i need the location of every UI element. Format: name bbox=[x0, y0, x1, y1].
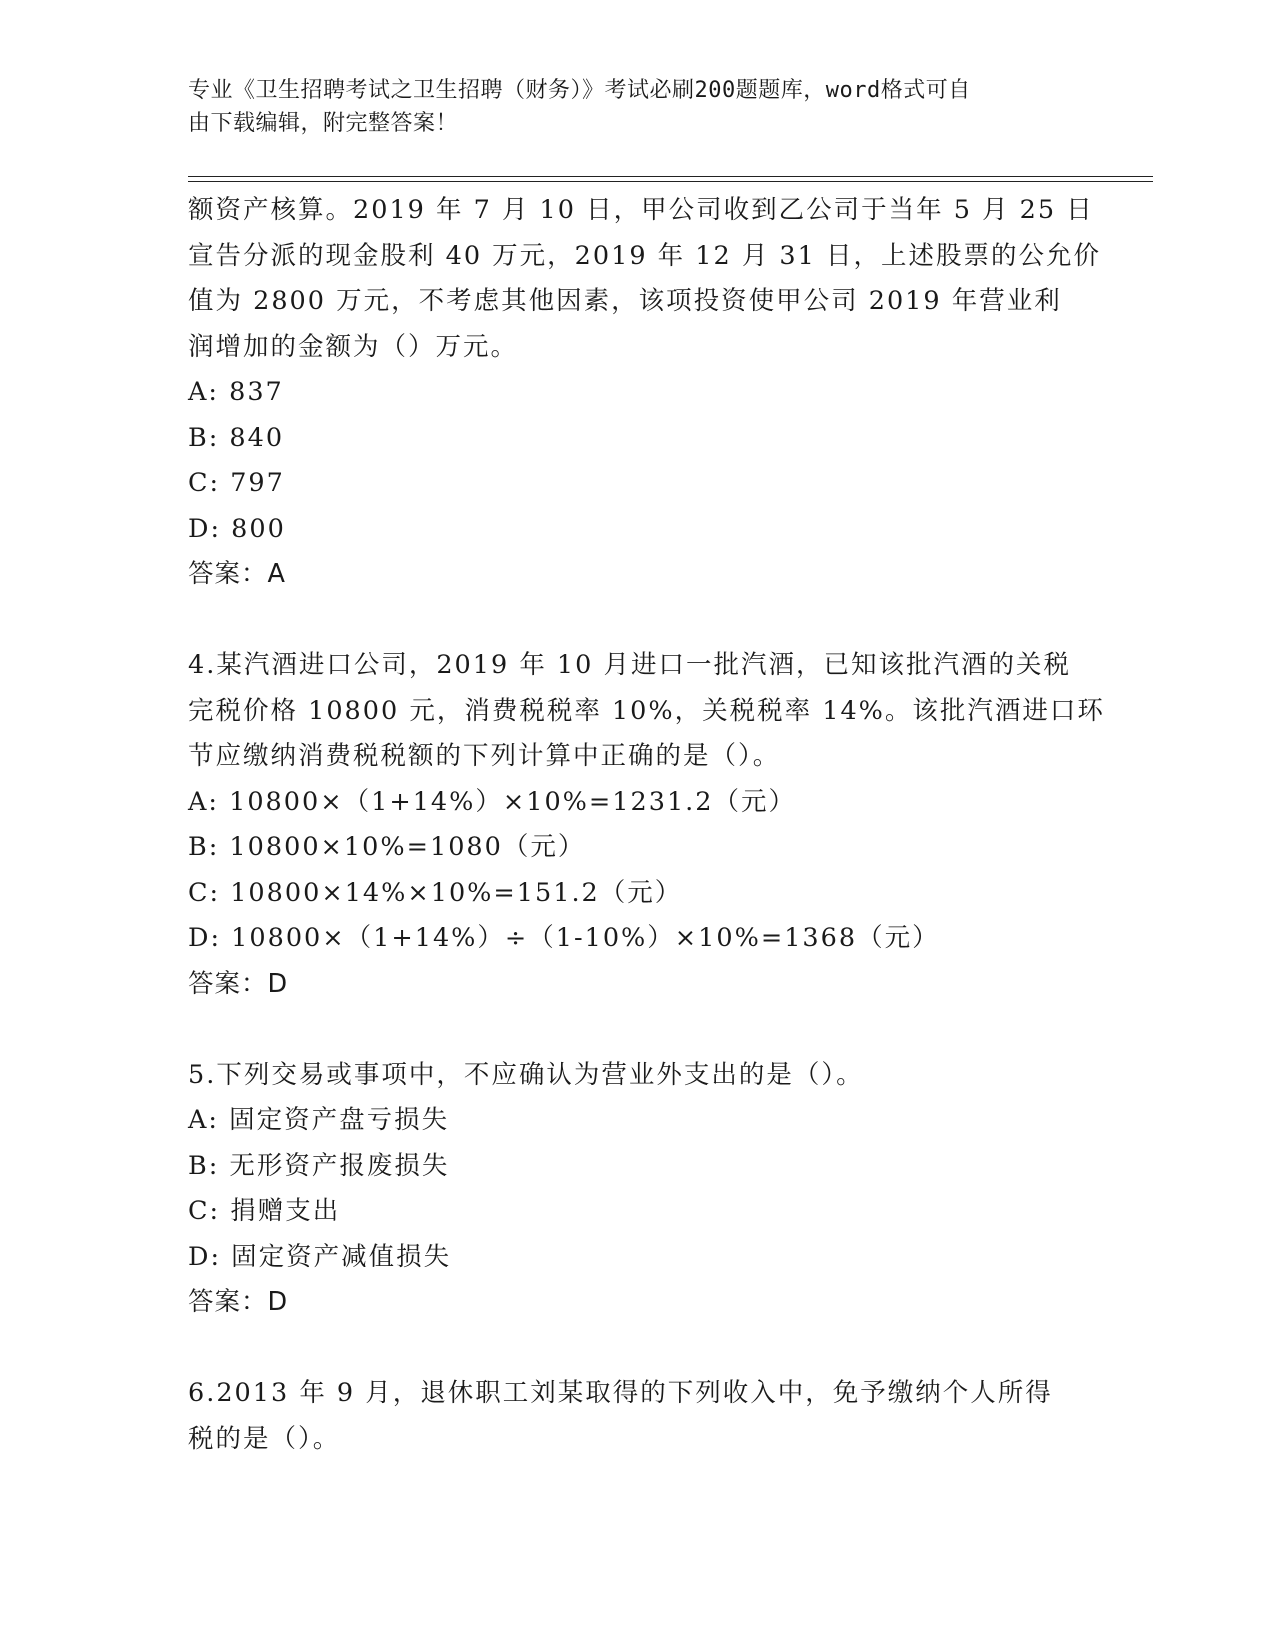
question-4-option-c: C: 10800×14%×10%=151.2（元） bbox=[188, 877, 683, 908]
question-4-stem-line: 节应缴纳消费税税额的下列计算中正确的是（）。 bbox=[188, 741, 781, 771]
question-3 bbox=[188, 188, 1101, 598]
header-line-1: 专业《卫生招聘考试之卫生招聘（财务）》考试必刷200题题库，word格式可自 bbox=[188, 78, 971, 103]
question-3-option-d: D: 800 bbox=[188, 513, 286, 544]
document-body bbox=[188, 188, 1105, 1462]
question-3-stem-line: 润增加的金额为（）万元。 bbox=[188, 331, 519, 362]
question-5-answer: 答案：D bbox=[188, 1287, 289, 1317]
question-spacer bbox=[188, 1326, 1088, 1372]
question-spacer bbox=[188, 1007, 1088, 1053]
question-4-option-b: B: 10800×10%=1080（元） bbox=[188, 832, 586, 862]
question-5 bbox=[188, 1053, 1088, 1326]
question-3-option-a: A: 837 bbox=[188, 377, 284, 407]
question-5-option-b: B: 无形资产报废损失 bbox=[188, 1150, 450, 1181]
question-3-answer: 答案：A bbox=[188, 559, 286, 589]
question-5-option-d: D: 固定资产减值损失 bbox=[188, 1241, 452, 1272]
question-3-option-c: C: 797 bbox=[188, 468, 285, 498]
question-4-option-a: A: 10800×（1+14%）×10%=1231.2（元） bbox=[188, 786, 797, 817]
question-6-stem-line: 税的是（）。 bbox=[188, 1423, 341, 1454]
question-3-stem-line: 宣告分派的现金股利 40 万元，2019 年 12 月 31 日，上述股票的公允价 bbox=[188, 240, 1101, 271]
header-rule-bottom bbox=[188, 181, 1153, 182]
question-4-stem-line: 4.某汽酒进口公司，2019 年 10 月进口一批汽酒，已知该批汽酒的关税 bbox=[188, 650, 1071, 680]
question-4-answer: 答案：D bbox=[188, 968, 289, 999]
header-line-2: 由下载编辑，附完整答案！ bbox=[188, 111, 459, 136]
question-6-stem-line: 6.2013 年 9 月，退休职工刘某取得的下列收入中，免予缴纳个人所得 bbox=[188, 1378, 1053, 1408]
question-4 bbox=[188, 643, 1105, 1007]
page-header bbox=[188, 74, 1068, 140]
question-3-stem-line: 值为 2800 万元，不考虑其他因素，该项投资使甲公司 2019 年营业利 bbox=[188, 286, 1062, 316]
question-3-stem-line: 额资产核算。2019 年 7 月 10 日，甲公司收到乙公司于当年 5 月 25 日 bbox=[188, 195, 1094, 225]
question-5-stem-line: 5.下列交易或事项中，不应确认为营业外支出的是（）。 bbox=[188, 1059, 864, 1090]
question-5-option-c: C: 捐赠支出 bbox=[188, 1196, 341, 1226]
question-5-option-a: A: 固定资产盘亏损失 bbox=[188, 1105, 450, 1135]
header-rule-top bbox=[188, 176, 1153, 177]
question-4-option-d: D: 10800×（1+14%）÷（1-10%）×10%=1368（元） bbox=[188, 923, 940, 953]
question-6 bbox=[188, 1371, 1088, 1462]
question-3-option-b: B: 840 bbox=[188, 422, 285, 453]
question-spacer bbox=[188, 598, 1088, 644]
question-4-stem-line: 完税价格 10800 元，消费税税率 10%，关税税率 14%。该批汽酒进口环 bbox=[188, 695, 1105, 726]
